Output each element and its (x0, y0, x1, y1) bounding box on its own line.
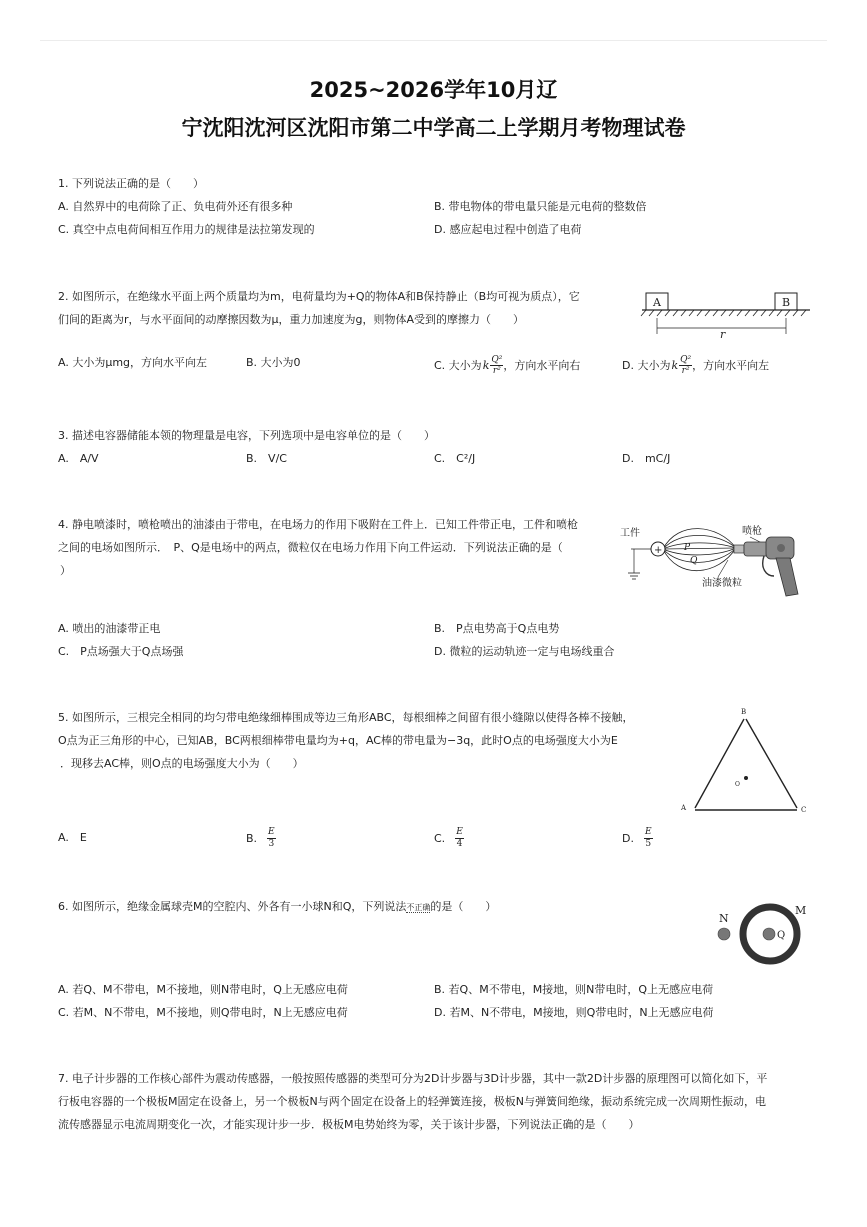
q5-option-b-numerator: E (268, 826, 275, 837)
electric-field-lines (663, 529, 736, 571)
q7-stem-line1: 7. 电子计步器的工作核心部件为震动传感器，一般按照传感器的类型可分为2D计步器与3D计步器，其中一款2D计步器的原理图可以简化如下，平 (58, 1072, 768, 1085)
q6-stem (58, 900, 496, 915)
q2-option-d-denominator: r² (681, 365, 690, 376)
q7-stem-line3: 流传感器显示电流周期变化一次，才能实现计步一步．极板M电势始终为零，关于该计步器，下列说法正确的是（ ） (58, 1118, 640, 1131)
q2-option-b[interactable]: B. 大小为0 (246, 356, 301, 369)
q2-option-c-suffix: ，方向水平向右 (503, 359, 581, 372)
q1-option-d[interactable]: D. 感应起电过程中创造了电荷 (434, 223, 582, 236)
q2-option-c-denominator: r² (492, 365, 501, 376)
q1-option-c[interactable]: C. 真空中点电荷间相互作用力的规律是法拉第发现的 (58, 223, 315, 236)
q5-option-d[interactable] (622, 824, 653, 852)
q4-option-b[interactable]: B. P点电势高于Q点电势 (434, 622, 560, 635)
workpiece-plus: + (654, 545, 663, 556)
q5-option-c-denominator: 4 (456, 838, 463, 849)
q7-stem-line2: 行板电容器的一个极板M固定在设备上，另一个极板N与两个固定在设备上的轻弹簧连接，极板N与弹簧间绝缘，振动系统完成一次周期性振动，电 (58, 1095, 766, 1108)
spray-gun-drawing (734, 537, 798, 596)
q3-stem: 3. 描述电容器储能本领的物理量是电容，下列选项中是电容单位的是（ ） (58, 429, 435, 442)
ground-hatching (641, 310, 806, 316)
point-q-label: Q (690, 556, 698, 566)
ball-n-label: N (719, 912, 729, 925)
q2-option-c-fraction (490, 355, 503, 376)
q6-option-c[interactable]: C. 若M、N不带电，M不接地，则Q带电时，N上无感应电荷 (58, 1006, 348, 1019)
q6-figure-shell (712, 900, 812, 966)
q4-stem-line2: 之间的电场如图所示． P、Q是电场中的两点，微粒仅在电场力作用下向工件运动．下列说法正确的是（ (58, 541, 563, 554)
q3-option-a[interactable]: A. A/V (58, 452, 99, 465)
q3-option-b[interactable]: B. V/C (246, 452, 287, 465)
shell-m-label: M (795, 904, 807, 917)
q5-option-d-prefix: D. (622, 831, 634, 845)
q5-figure-triangle (678, 704, 810, 816)
center-point-o (744, 776, 748, 780)
exam-title-line2: 宁沈阳沈河区沈阳市第二中学高二上学期月考物理试卷 (181, 116, 686, 140)
q5-option-d-numerator: E (644, 826, 652, 837)
exam-title-line1: 2025~2026学年10月辽 (309, 78, 558, 102)
q2-option-d-fraction (679, 355, 692, 376)
q2-option-d[interactable] (622, 350, 769, 380)
q5-option-a[interactable]: A. E (58, 831, 87, 844)
q5-option-b-prefix: B. (246, 831, 258, 845)
q2-option-c-prefix: C. 大小为 (434, 359, 482, 372)
q3-option-c[interactable]: C. C²/J (434, 452, 476, 465)
ball-q (763, 928, 775, 940)
q6-option-d[interactable]: D. 若M、N不带电，M接地，则Q带电时，N上无感应电荷 (434, 1006, 714, 1019)
q1-option-b[interactable]: B. 带电物体的带电量只能是元电荷的整数倍 (434, 200, 647, 213)
q4-option-d[interactable]: D. 微粒的运动轨迹一定与电场线重合 (434, 645, 615, 658)
q2-option-c-numerator: Q² (491, 354, 503, 365)
q6-stem-emphasis: 不正确 (406, 903, 431, 912)
q5-option-b-denominator: 3 (268, 838, 275, 849)
q2-option-c-k: k (482, 358, 490, 372)
q2-option-d-suffix: ，方向水平向左 (692, 359, 770, 372)
label-workpiece: 工件 (620, 528, 640, 539)
q1-stem: 1. 下列说法正确的是（ ） (58, 177, 204, 190)
q4-stem-line3: ） (60, 564, 71, 577)
q6-stem-prefix: 6. 如图所示，绝缘金属球壳M的空腔内、外各有一小球N和Q，下列说法 (58, 900, 407, 913)
q3-option-d[interactable]: D. mC/J (622, 452, 671, 465)
q5-option-c-fraction (455, 827, 464, 850)
q2-option-c[interactable] (434, 350, 580, 380)
point-p-label: P (684, 543, 691, 553)
q2-stem-line1: 2. 如图所示，在绝缘水平面上两个质量均为m，电荷量均为+Q的物体A和B保持静止（B均可视为质点），它 (58, 290, 580, 303)
q5-option-c[interactable] (434, 824, 464, 852)
q5-option-d-fraction (644, 827, 653, 850)
q5-stem-line2: O点为正三角形的中心，已知AB，BC两根细棒带电量均为+q，AC棒的带电量为−3q，此时O点的电场强度大小为E (58, 734, 618, 747)
label-paint-particle: 油漆微粒 (702, 578, 742, 589)
q2-option-a[interactable]: A. 大小为μmg，方向水平向左 (58, 356, 208, 369)
q5-option-b-fraction (267, 827, 276, 850)
q2-option-d-prefix: D. 大小为 (622, 359, 671, 372)
q5-option-b[interactable] (246, 824, 276, 852)
q5-option-d-denominator: 5 (645, 838, 652, 849)
page-top-divider (40, 40, 827, 41)
q5-option-c-prefix: C. (434, 831, 446, 845)
rod-ab (695, 719, 744, 808)
q4-option-c[interactable]: C. P点场强大于Q点场强 (58, 645, 184, 658)
ball-n (718, 928, 730, 940)
q4-option-a[interactable]: A. 喷出的油漆带正电 (58, 622, 161, 635)
q2-option-d-k: k (671, 358, 679, 372)
q6-option-b[interactable]: B. 若Q、M不带电，M接地，则N带电时，Q上无感应电荷 (434, 983, 714, 996)
q5-stem-line3: ．现移去AC棒，则O点的电场强度大小为（ ） (60, 757, 304, 770)
rod-bc (746, 719, 797, 808)
label-spray-gun: 喷枪 (742, 526, 762, 537)
q2-option-d-numerator: Q² (680, 354, 692, 365)
vertex-b-label: B (741, 708, 747, 716)
q5-option-c-numerator: E (456, 826, 463, 837)
block-b-label: B (781, 296, 791, 309)
q4-stem-line1: 4. 静电喷漆时，喷枪喷出的油漆由于带电，在电场力的作用下吸附在工件上．已知工件带正电，工件和喷枪 (58, 518, 578, 531)
q5-stem-line1: 5. 如图所示，三根完全相同的均匀带电绝缘细棒围成等边三角形ABC，每根细棒之间留有很小缝隙以使得各棒不接触， (58, 711, 634, 724)
distance-r-label: r (720, 328, 726, 341)
center-o-label: O (735, 781, 740, 788)
ball-q-label: Q (777, 930, 786, 941)
vertex-a-label: A (681, 804, 687, 812)
q2-stem-line2: 们间的距离为r，与水平面间的动摩擦因数为μ，重力加速度为g，则物体A受到的摩擦力（ ） (58, 313, 525, 326)
q6-option-a[interactable]: A. 若Q、M不带电，M不接地，则N带电时，Q上无感应电荷 (58, 983, 348, 996)
vertex-c-label: C (801, 806, 807, 814)
block-a-label: A (653, 296, 661, 309)
q1-option-a[interactable]: A. 自然界中的电荷除了正、负电荷外还有很多种 (58, 200, 293, 213)
q6-stem-suffix: 的是（ ） (430, 900, 497, 913)
q4-figure-spray-gun (618, 520, 813, 602)
q2-figure (640, 288, 815, 344)
